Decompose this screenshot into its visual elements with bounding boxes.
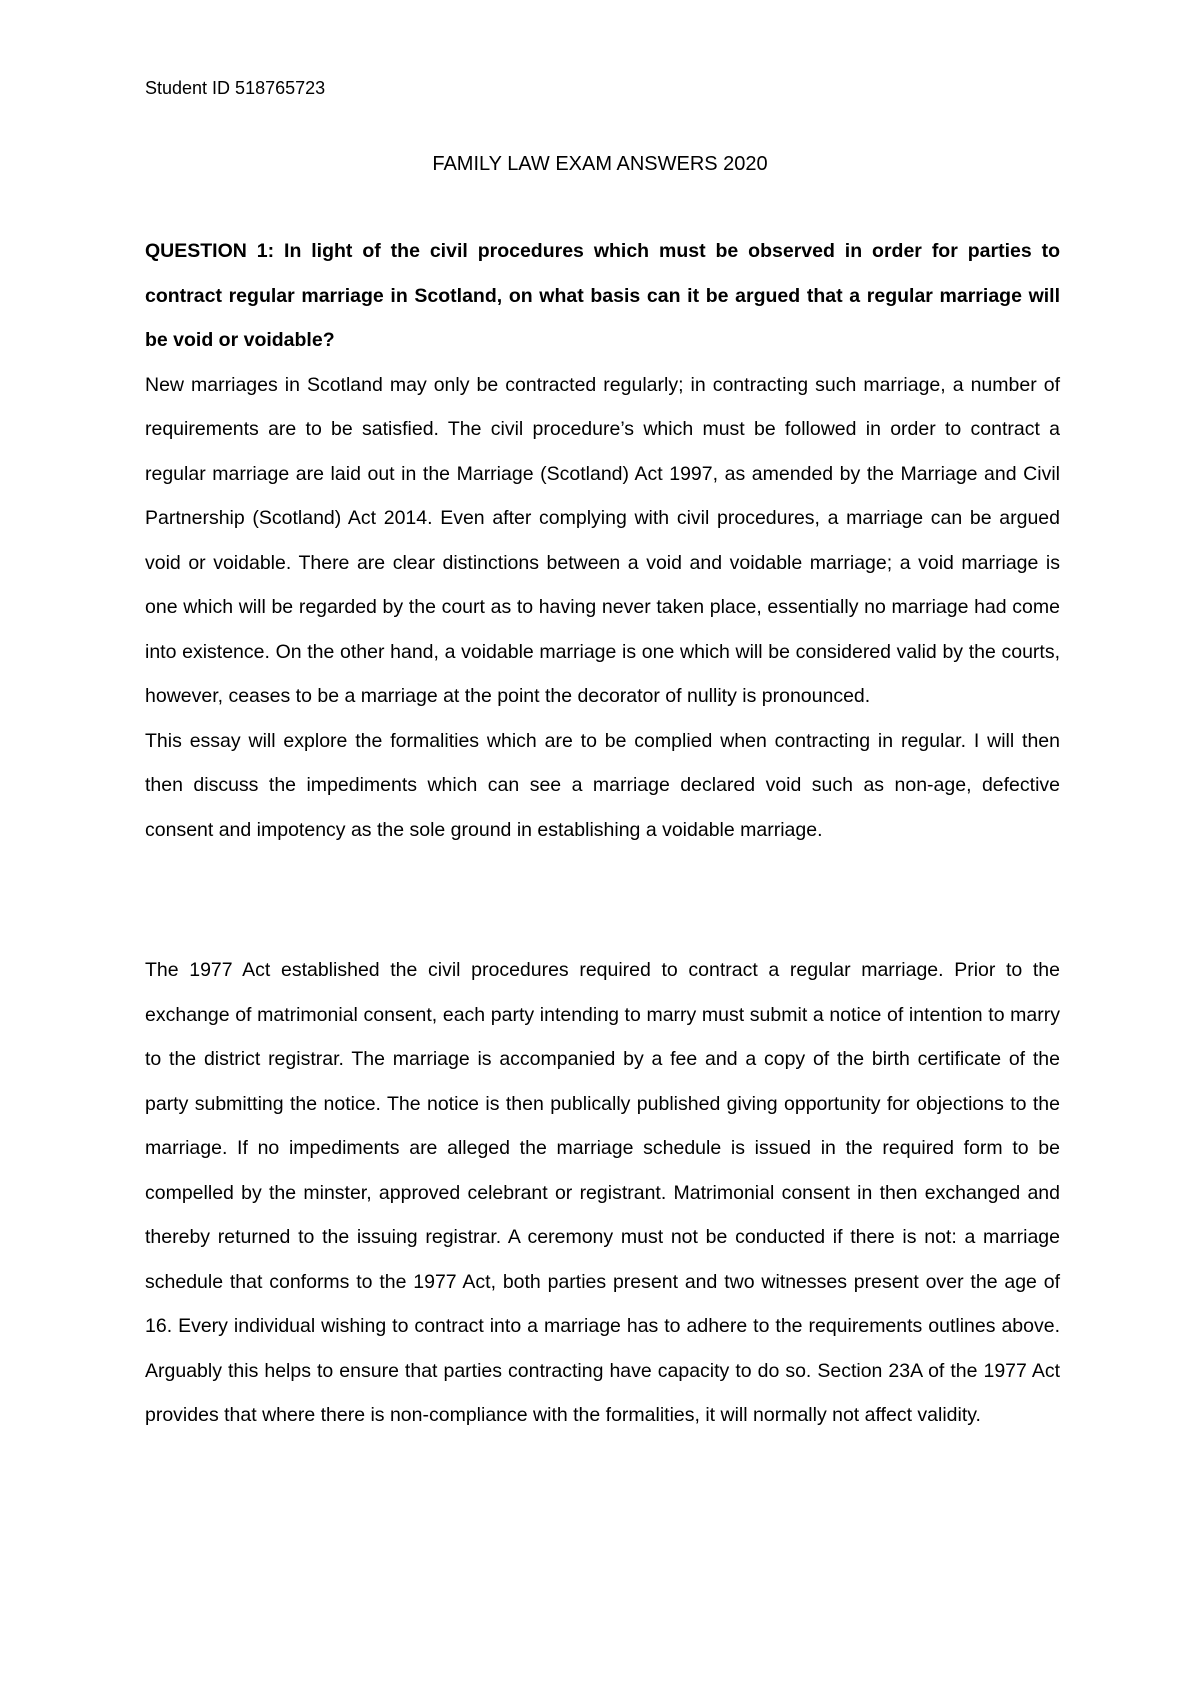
student-id: Student ID 518765723 — [145, 78, 326, 98]
question-heading: QUESTION 1: In light of the civil procedures which must be observed in order for parties to contract regular marriage in Scotland, on what basis can it be argued that a regular marriage will be void or voidable? — [145, 240, 1060, 351]
paragraph-1977-act: The 1977 Act established the civil procedures required to contract a regular marriage. Prior to the exchange of matrimonial consent, each party intending to marry must submit a notice of intention to marry to the district registrar. The marriage is accompanied by a fee and a copy of the birth certificate of the party submitting the notice. The notice is then publically published giving opportunity for objections to the marriage. If no impediments are alleged the marriage schedule is issued in the required form to be compelled by the minster, approved celebrant or registrant. Matrimonial consent in then exchanged and thereby returned to the issuing registrar. A ceremony must not be conducted if there is not: a marriage schedule that conforms to the 1977 Act, both parties present and two witnesses present over the age of 16. Every individual wishing to contract into a marriage has to adhere to the requirements outlines above. Arguably this helps to ensure that parties contracting have capacity to do so. Section 23A of the 1977 Act provides that where there is non-compliance with the formalities, it will normally not affect validity. — [145, 959, 1060, 1426]
procedures-section — [145, 948, 1060, 1438]
paragraph-essay-plan: This essay will explore the formalities which are to be complied when contracting in regular. I will then then discuss the impediments which can see a marriage declared void such as non-age, defective consent and impotency as the sole ground in establishing a voidable marriage. — [145, 729, 1060, 841]
paragraph-intro: New marriages in Scotland may only be contracted regularly; in contracting such marriage, a number of requirements are to be satisfied. The civil procedure’s which must be followed in order to contract a regular marriage are laid out in the Marriage (Scotland) Act 1997, as amended by the Marriage and Civil Partnership (Scotland) Act 2014. Even after complying with civil procedures, a marriage can be argued void or voidable. There are clear distinctions between a void and voidable marriage; a void marriage is one which will be regarded by the court as to having never taken place, essentially no marriage had come into existence. On the other hand, a voidable marriage is one which will be considered valid by the courts, however, ceases to be a marriage at the point the decorator of nullity is pronounced. — [145, 373, 1060, 707]
question-section — [145, 229, 1060, 852]
page-title: FAMILY LAW EXAM ANSWERS 2020 — [432, 153, 768, 175]
